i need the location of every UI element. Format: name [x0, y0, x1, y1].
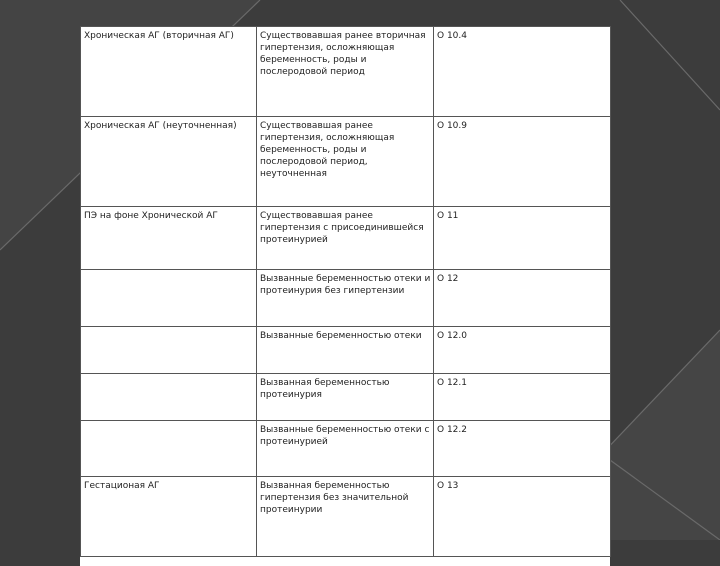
description-cell: Существовавшая ранее гипертензия с присоединившейся протеинурией — [257, 207, 434, 270]
code-cell: О 11 — [434, 207, 611, 270]
description-cell: Вызванные беременностью отеки с протеинурией — [257, 421, 434, 477]
condition-cell — [81, 421, 257, 477]
table-row — [81, 421, 611, 477]
icd-code-table — [80, 26, 611, 557]
document-sheet — [80, 26, 610, 566]
description-cell: Существовавшая ранее гипертензия, осложняющая беременность, роды и послеродовой период, неуточненная — [257, 117, 434, 207]
description-cell: Вызванные беременностью отеки и протеинурия без гипертензии — [257, 270, 434, 327]
code-cell: О 12.0 — [434, 327, 611, 374]
condition-cell — [81, 270, 257, 327]
table-row — [81, 117, 611, 207]
table-row — [81, 327, 611, 374]
code-cell: О 12 — [434, 270, 611, 327]
condition-cell: Хроническая АГ (неуточненная) — [81, 117, 257, 207]
table-row — [81, 477, 611, 557]
code-cell: О 10.9 — [434, 117, 611, 207]
condition-cell: ПЭ на фоне Хронической АГ — [81, 207, 257, 270]
description-cell: Вызванные беременностью отеки — [257, 327, 434, 374]
condition-cell — [81, 374, 257, 421]
code-cell: О 13 — [434, 477, 611, 557]
condition-cell — [81, 327, 257, 374]
description-cell: Существовавшая ранее вторичная гипертензия, осложняющая беременность, роды и послеродовой период — [257, 27, 434, 117]
code-cell: О 10.4 — [434, 27, 611, 117]
condition-cell: Гестационая АГ — [81, 477, 257, 557]
description-cell: Вызванная беременностью гипертензия без значительной протеинурии — [257, 477, 434, 557]
table-row — [81, 270, 611, 327]
code-cell: О 12.2 — [434, 421, 611, 477]
table-row — [81, 27, 611, 117]
condition-cell: Хроническая АГ (вторичная АГ) — [81, 27, 257, 117]
code-cell: О 12.1 — [434, 374, 611, 421]
table-row — [81, 207, 611, 270]
description-cell: Вызванная беременностью протеинурия — [257, 374, 434, 421]
table-row — [81, 374, 611, 421]
